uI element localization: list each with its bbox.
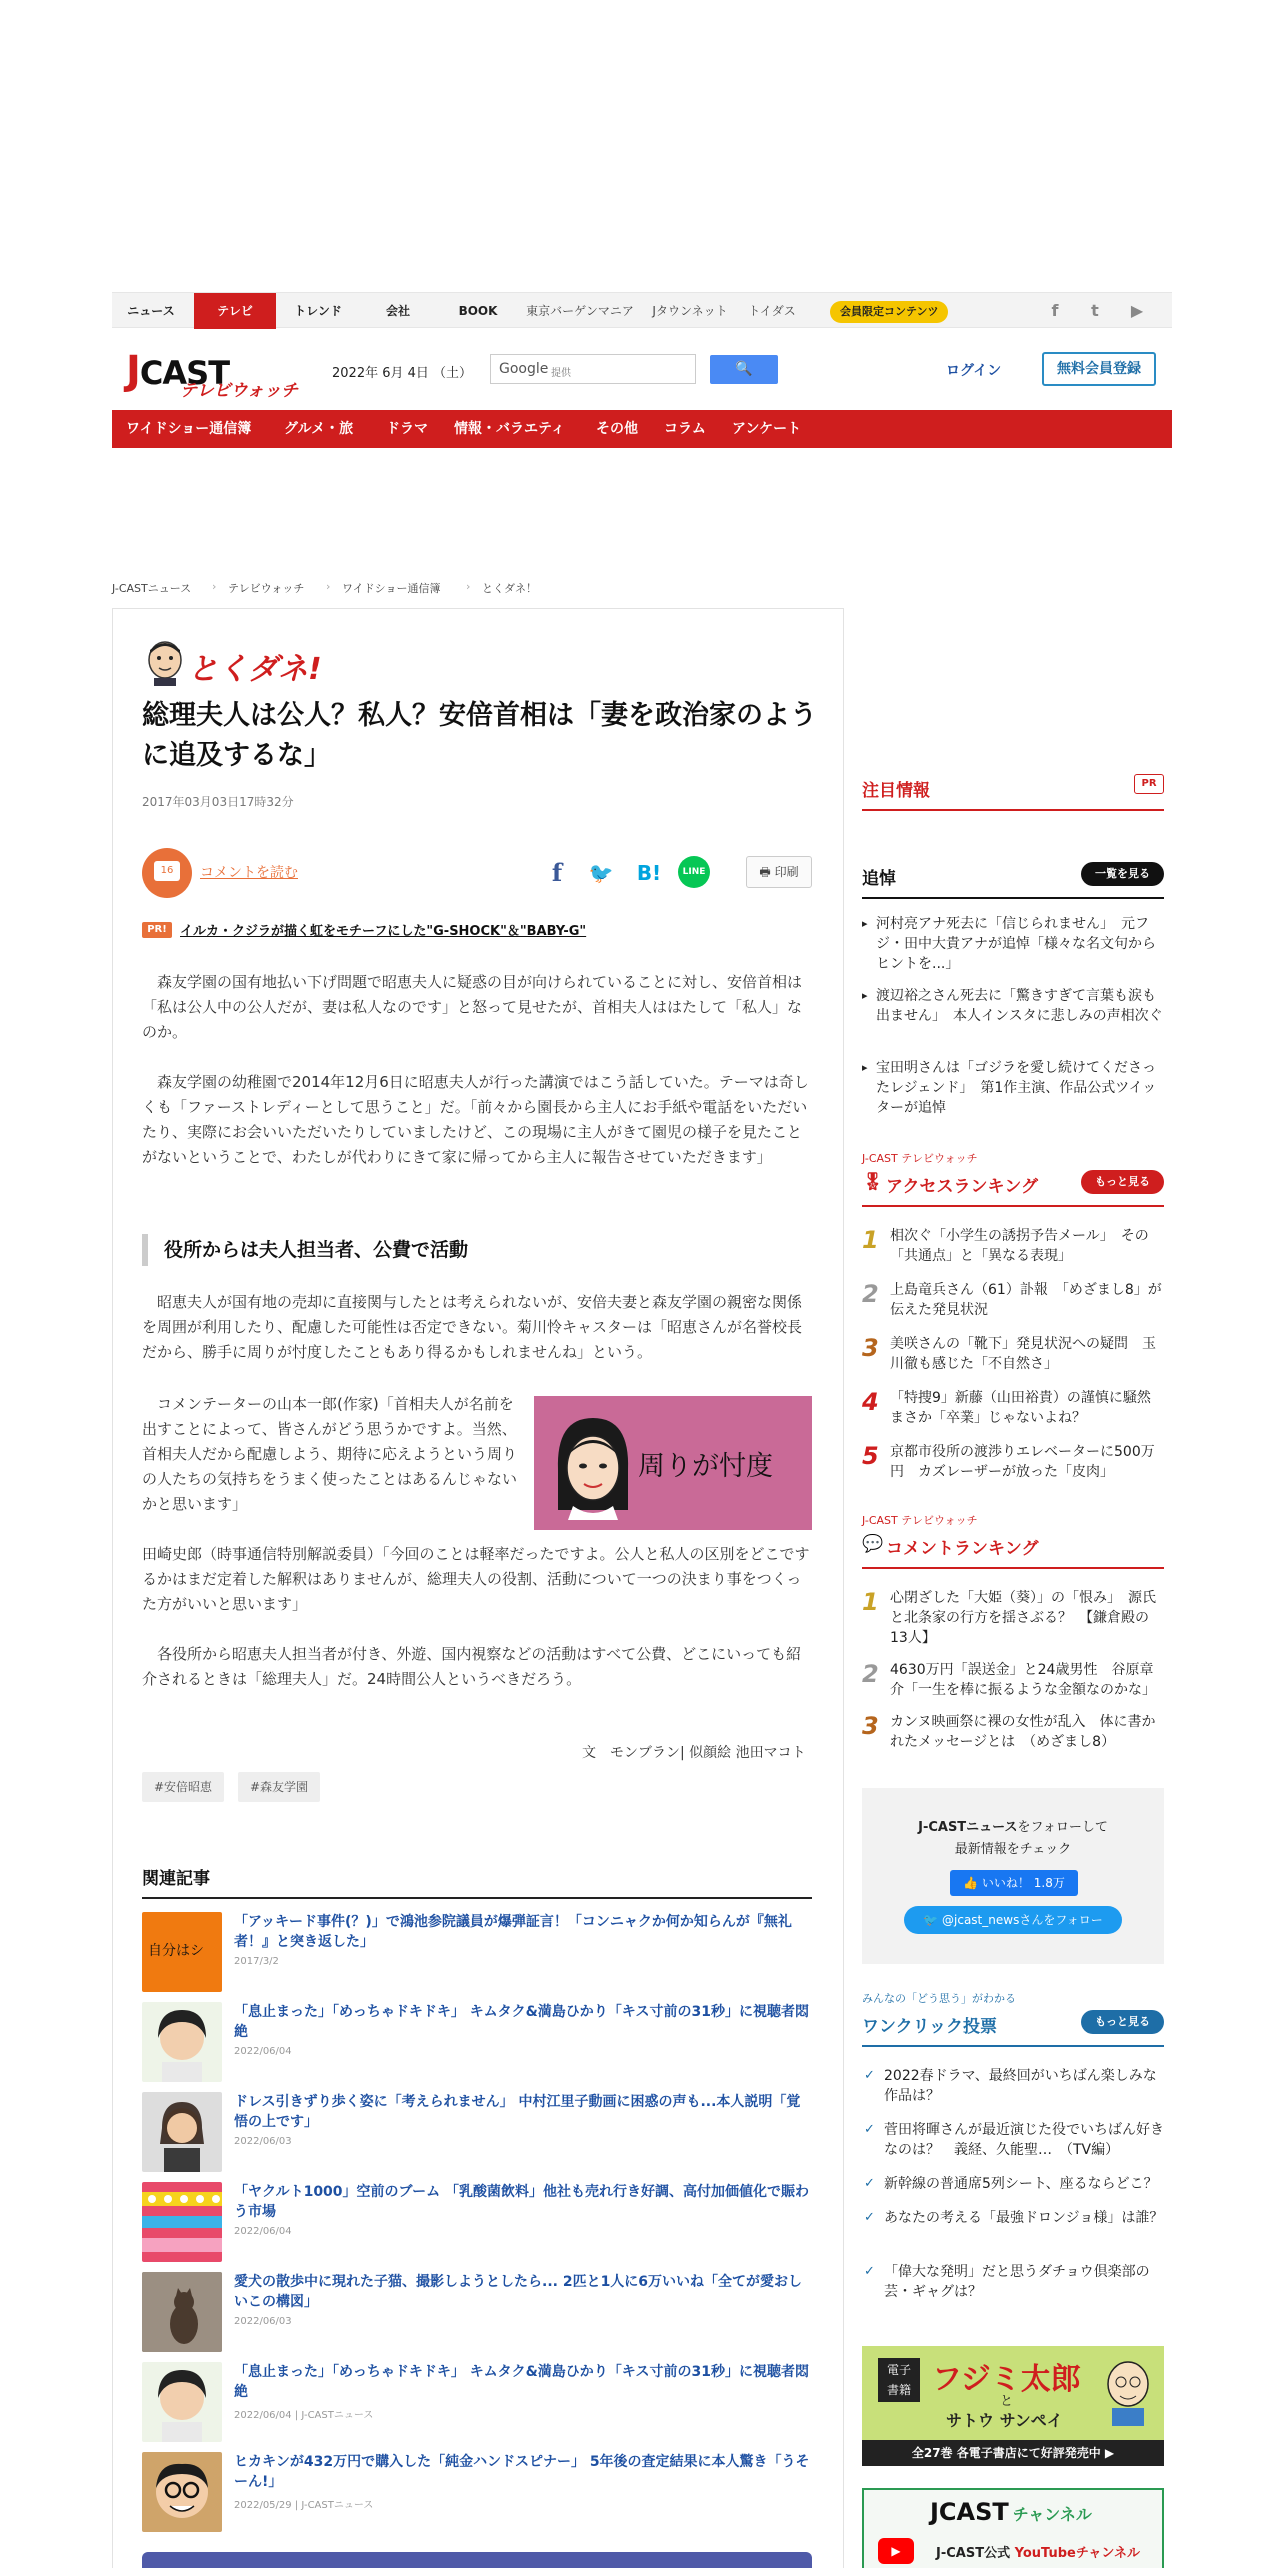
category-bar (112, 410, 1172, 448)
vote-more-button[interactable]: もっと見る (1081, 2010, 1164, 2034)
breadcrumb-tokudane[interactable]: とくダネ！ (482, 582, 537, 595)
article-paragraph: 森友学園の幼稚園で2014年12月6日に昭恵夫人が行った講演ではこう話していた。テーマは奇しくも「ファーストレディーとして思うこと」だ。「前々から園長から主人にお手紙や電話をいただいたり、実際にお会いいただいたりしていましたけど、この現場に主人がきて園児の様子を見たことがないということで、わたしが代わりにきて家に帰ってから主人に報告させていただきます」 (142, 1073, 809, 1166)
article-date: 2017年03月03日17時32分 (142, 795, 294, 809)
ranking-item[interactable]: 2 4630万円「誤送金」と24歳男性 谷原章介「一生を棒に振るような金額なのかな」 (862, 1660, 1156, 1698)
tag-moritomo[interactable]: #森友学園 (238, 1772, 320, 1802)
topnav-company[interactable]: 会社 (385, 304, 410, 318)
comment-ranking-title: 💬 コメントランキング (862, 1534, 1164, 1569)
vote-item[interactable]: ✓ 新幹線の普通席5列シート、座るならどこ？ (862, 2174, 1164, 2194)
category-survey[interactable]: アンケート (732, 421, 802, 437)
related-article-item[interactable] (142, 2092, 812, 2174)
related-articles-title: 関連記事 (142, 1864, 812, 1899)
follow-subtext: 最新情報をチェック (954, 1842, 1072, 1857)
ranking-item[interactable]: 2 上島竜兵さん（61）訃報 「めざまし8」が伝えた発見状況 (862, 1280, 1162, 1318)
topnav-jtown[interactable]: Jタウンネット (652, 304, 728, 318)
related-article-date: 2022/06/04 (234, 2046, 292, 2057)
article-paragraph: 森友学園の国有地払い下げ問題で昭恵夫人に疑惑の目が向けられていることに対し、安倍首相は「私は公人中の公人だが、妻は私人なのです」と怒って見せたが、首相夫人ははたして「私人」なのか。 (142, 973, 803, 1041)
jcast-channel-banner[interactable] (862, 2488, 1164, 2568)
topnav-trend[interactable]: トレンド (294, 304, 342, 318)
topnav-news[interactable]: ニュース (127, 304, 175, 318)
access-ranking-subtitle: J-CAST テレビウォッチ (862, 1152, 978, 1165)
vote-item[interactable]: ✓ あなたの考える「最強ドロンジョ様」は誰？ (862, 2208, 1164, 2228)
search-input[interactable] (490, 354, 696, 384)
related-article-title: 「息止まった」「めっちゃドキドキ」 キムタク&満島ひかり「キス寸前の31秒」に視聴者悶絶 (234, 2364, 810, 2400)
login-link[interactable]: ログイン (946, 363, 1002, 379)
related-article-title: 「ヤクルト1000」空前のブーム 「乳酸菌飲料」他社も売れ行き好調、高付加価値化で賑わう市場 (234, 2184, 809, 2220)
ranking-medal-icon: 🎖 (862, 1172, 884, 1192)
topnav-tv[interactable]: テレビ (194, 293, 276, 329)
memorial-title: 追悼 一覧を見る (862, 864, 1164, 899)
related-article-title: ドレス引きずり歩く姿に「考えられません」 中村江里子動画に困惑の声も...本人説明「覚悟の上です」 (234, 2094, 801, 2130)
search-button[interactable]: 🔍 (710, 355, 778, 384)
site-logo[interactable]: JCAST (126, 348, 230, 394)
share-line-icon[interactable]: LINE (678, 856, 710, 888)
memorial-item[interactable]: ▸ 宝田明さんは「ゴジラを愛し続けてくださったレジェンド」 第1作主演、作品公式ツイッターが追悼 (862, 1058, 1164, 1118)
breadcrumb-separator: › (212, 580, 217, 593)
memorial-section (862, 864, 1164, 1114)
access-ranking-more-button[interactable]: もっと見る (1081, 1170, 1164, 1194)
jcast-channel-logo: JCAST チャンネル (930, 2498, 1092, 2526)
banner-conjunction: と (1000, 2394, 1014, 2409)
related-thumbnail (142, 2362, 222, 2442)
article-paragraph: 昭恵夫人が国有地の売却に直接関与したとは考えられないが、安倍夫妻と森友学園の親密な関係を周囲が利用したり、配慮した可能性は否定できない。菊川怜キャスターは「昭恵さんが名誉校長だから、勝手に周りが忖度したこともあり得るかもしれませんね」という。 (142, 1293, 803, 1361)
youtube-channel-text: J-CAST公式 YouTubeチャンネル (936, 2546, 1141, 2561)
vote-title: ワンクリック投票 もっと見る (862, 2012, 1164, 2047)
category-gourmet[interactable]: グルメ・旅 (284, 421, 354, 437)
comment-count: 16 (154, 861, 180, 881)
article-paragraph: 各役所から昭恵夫人担当者が付き、外遊、国内視察などの活動はすべて公費、どこにいっても紹介されるときは「総理夫人」だ。24時間公人というべきだろう。 (142, 1645, 802, 1688)
ranking-item[interactable]: 4 「特捜9」新藤（山田裕貴）の謹慎に騒然 まさか「卒業」じゃないよね？ (862, 1388, 1165, 1426)
category-drama[interactable]: ドラマ (386, 421, 428, 437)
banner-footer: 全27巻 各電子書店にて好評発売中 ▶ (862, 2440, 1164, 2466)
related-article-date: 2022/06/03 (234, 2316, 292, 2327)
article-subheading: 役所からは夫人担当者、公費で活動 (142, 1234, 812, 1266)
share-hatena-icon[interactable]: B! (636, 861, 662, 885)
fujimi-taro-banner[interactable] (862, 2346, 1164, 2466)
category-variety[interactable]: 情報・バラエティ (454, 421, 565, 437)
caricature-face-icon (548, 1410, 638, 1520)
comment-ranking-section (862, 1512, 1164, 1762)
share-facebook-icon[interactable]: f (551, 858, 563, 887)
memorial-item[interactable]: ▸ 渡辺裕之さん死去に「驚きすぎて言葉も涙も出ません」 本人インスタに悲しみの声相次ぐ (862, 986, 1164, 1026)
vote-item[interactable]: ✓ 菅田将暉さんが最近演じた役でいちばん好きなのは？ 義経、久能聖… （TV編） (862, 2120, 1164, 2160)
access-ranking-section (862, 1150, 1164, 1490)
cartoon-character-icon (1100, 2354, 1156, 2426)
ranking-item[interactable]: 1 相次ぐ「小学生の誘拐予告メール」 その「共通点」と「異なる表現」 (862, 1226, 1149, 1264)
site-logo-subtitle: テレビウォッチ (180, 381, 298, 401)
comment-count-icon[interactable] (142, 848, 192, 898)
topnav-toidas[interactable]: トイダス (748, 304, 796, 318)
vote-item[interactable]: ✓ 2022春ドラマ、最終回がいちばん楽しみな作品は？ (862, 2066, 1164, 2106)
related-article-date: 2022/05/29 | J-CASTニュース (234, 2500, 374, 2511)
topnav-bargain[interactable]: 東京バーゲンマニア (526, 304, 634, 318)
breadcrumb-tvwatch[interactable]: テレビウォッチ (228, 582, 305, 595)
related-article-item[interactable] (142, 1912, 812, 1994)
twitter-follow-button[interactable]: 🐦 @jcast_newsさんをフォロー (904, 1906, 1122, 1934)
featured-title: 注目情報 PR (862, 776, 1164, 811)
ranking-item[interactable]: 1 心閉ざした「大姫（葵）」の「恨み」 源氏と北条家の行方を揺さぶる？ 【鎌倉殿の13人】 (862, 1588, 1156, 1646)
speech-bubble-icon: 💬 (862, 1534, 884, 1554)
related-article-item[interactable] (142, 2002, 812, 2084)
related-thumbnail (142, 2002, 222, 2082)
article-credit: 文 モンブラン| 似顔絵 池田マコト (582, 1745, 806, 1761)
related-article-title: 「息止まった」「めっちゃドキドキ」 キムタク&満島ひかり「キス寸前の31秒」に視聴者悶絶 (234, 2004, 810, 2040)
tag-abe-akie[interactable]: #安倍昭恵 (142, 1772, 224, 1802)
related-article-date: 2022/06/04 | J-CASTニュース (234, 2410, 374, 2421)
share-twitter-icon[interactable]: 🐦 (588, 861, 614, 885)
related-article-title: 「アッキード事件(？)」で鴻池参院議員が爆弾証言！「コンニャクか何か知らんが『無礼者！』と突き返した」 (234, 1914, 792, 1950)
related-article-title: 愛犬の散歩中に現れた子猫、撮影しようとしたら... 2匹と1人に6万いいね「全てが愛おしいこの構図」 (234, 2274, 803, 2310)
related-article-title: ヒカキンが432万円で購入した「純金ハンドスピナー」 5年後の査定結果に本人驚き「うそーん!」 (234, 2454, 810, 2490)
related-article-date: 2017/3/2 (234, 1956, 279, 1967)
related-article-item[interactable] (142, 2182, 812, 2264)
related-thumbnail: 自分はシ (142, 1912, 222, 1992)
comment-ranking-subtitle: J-CAST テレビウォッチ (862, 1514, 978, 1527)
print-button[interactable]: 🖶 印刷 (746, 856, 812, 888)
pr-link[interactable]: イルカ・クジラが描く虹をモチーフにした"G-SHOCK"＆"BABY-G" (180, 924, 587, 939)
vote-subtitle: みんなの「どう思う」がわかる (862, 1992, 1016, 2005)
google-brand: Google (499, 361, 549, 377)
related-thumbnail (142, 2092, 222, 2172)
related-article-item[interactable] (142, 2362, 812, 2444)
breadcrumb-separator: › (326, 580, 331, 593)
youtube-icon: ▶ (878, 2538, 914, 2564)
memorial-item[interactable]: ▸ 河村亮アナ死去に「信じられません」 元フジ・田中大貴アナが追悼「様々な名文句からヒントを...」 (862, 914, 1164, 974)
youtube-icon[interactable]: ▶ (1130, 301, 1144, 320)
ranking-item[interactable]: 3 カンヌ映画祭に裸の女性が乱入 体に書かれたメッセージとは （めざまし8） (862, 1712, 1156, 1750)
current-date: 2022年 6月 4日 （土） (332, 366, 473, 381)
top-navigation (112, 292, 1172, 328)
vote-section (862, 1990, 1164, 2330)
related-article-date: 2022/06/03 (234, 2136, 292, 2147)
facebook-icon[interactable]: f (1051, 301, 1059, 320)
related-article-item[interactable] (142, 2452, 812, 2534)
read-comments-link[interactable]: コメントを読む (200, 865, 298, 881)
pr-badge: PR! (142, 922, 172, 938)
related-article-date: 2022/06/04 (234, 2226, 292, 2237)
article-paragraph: コメンテーターの山本一郎(作家)「首相夫人が名前を出すことによって、皆さんがどう思うかですよ。当然、首相夫人だから配慮しよう、期待に応えようという周りの人たちの気持ちをうまく使ったことはあるんじゃないかと思います」 (142, 1395, 518, 1513)
illustration-caption: 周りが忖度 (638, 1451, 773, 1482)
follow-text: J-CASTニュースをフォローして (918, 1820, 1108, 1835)
breadcrumb-jcast[interactable]: J-CASTニュース (112, 582, 192, 595)
member-content-button[interactable]: 会員限定コンテンツ (830, 301, 948, 323)
category-other[interactable]: その他 (596, 421, 638, 437)
access-ranking-title: 🎖 アクセスランキング もっと見る (862, 1172, 1164, 1207)
twitter-icon[interactable]: t (1091, 301, 1099, 320)
related-thumbnail (142, 2182, 222, 2262)
related-thumbnail (142, 2272, 222, 2352)
search-placeholder: 提供 (551, 368, 571, 379)
article-title: 総理夫人は公人？私人？安倍首相は「妻を政治家のように追及するな」 (142, 700, 817, 771)
facebook-like-button[interactable]: 👍 いいね！ 1.8万 (950, 1870, 1078, 1896)
program-logo: とくダネ! (188, 652, 322, 687)
follow-box (862, 1788, 1164, 1964)
caricature-illustration (534, 1396, 812, 1530)
pr-label: PR (1134, 774, 1164, 794)
topnav-book[interactable]: BOOK (458, 304, 498, 318)
category-wideshow[interactable]: ワイドショー通信簿 (126, 421, 252, 437)
category-column[interactable]: コラム (664, 421, 706, 437)
related-article-item[interactable] (142, 2272, 812, 2354)
ranking-item[interactable]: 3 美咲さんの「靴下」発見状況への疑問 玉川徹も感じた「不自然さ」 (862, 1334, 1156, 1372)
featured-section (862, 776, 1164, 811)
ebook-badge: 電子 書籍 (878, 2358, 920, 2402)
ranking-item[interactable]: 5 京都市役所の渡渉りエレベーターに500万円 カズレーザーが放った「皮肉」 (862, 1442, 1155, 1480)
vote-item[interactable]: ✓ 「偉大な発明」だと思うダチョウ倶楽部の芸・ギャグは？ (862, 2262, 1164, 2302)
bottom-banner[interactable] (142, 2552, 812, 2568)
memorial-more-button[interactable]: 一覧を見る (1081, 862, 1164, 886)
breadcrumb-separator: › (466, 580, 471, 593)
banner-subtitle: サトウ サンペイ (946, 2411, 1063, 2430)
breadcrumb-wideshow[interactable]: ワイドショー通信簿 (342, 582, 441, 595)
register-button[interactable]: 無料会員登録 (1042, 352, 1156, 386)
article-paragraph: 田崎史郎（時事通信特別解説委員）「今回のことは軽率だったですよ。公人と私人の区別をどこでするかはまだ定着した解釈はありませんが、総理夫人の役割、活動について一つの決まり事をつくった方がいいと思います」 (142, 1545, 810, 1613)
program-host-face-icon (146, 640, 184, 686)
related-thumbnail (142, 2452, 222, 2532)
banner-title: フジミ太郎 (932, 2362, 1081, 2397)
